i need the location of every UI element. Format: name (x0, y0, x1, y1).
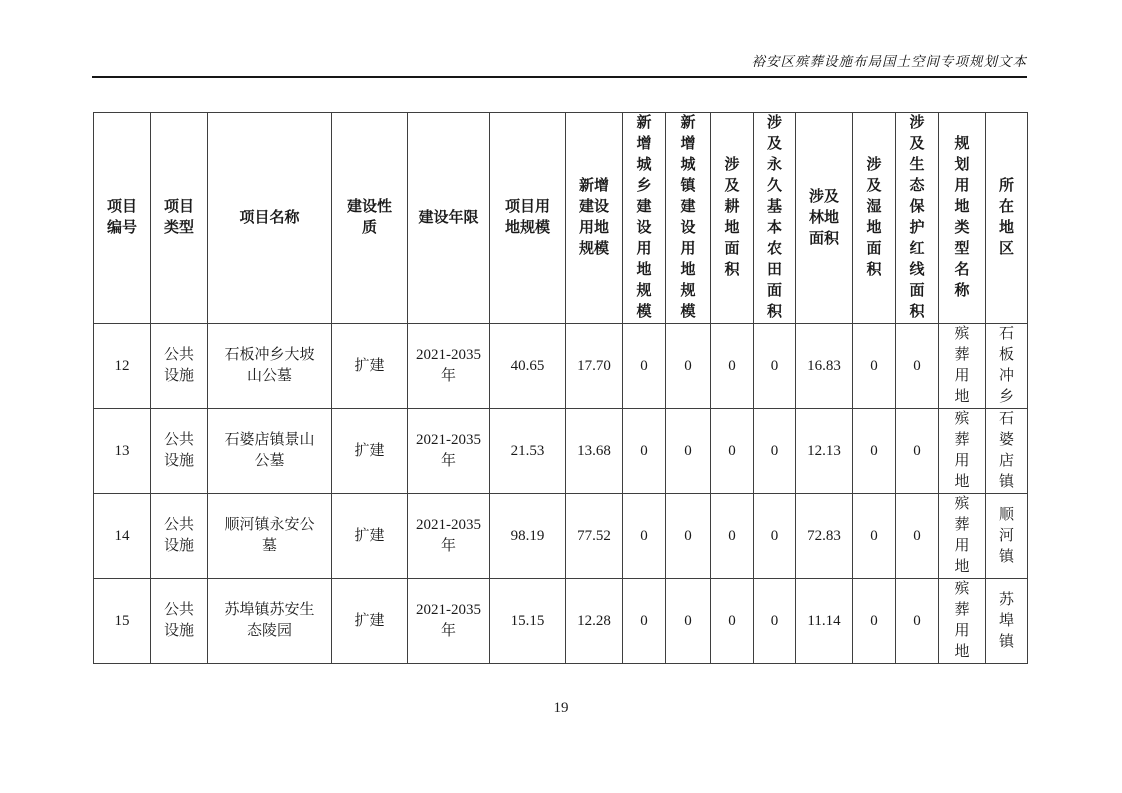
cell-project-land-scale: 40.65 (490, 324, 566, 409)
col-header-project-id (94, 113, 151, 324)
cell-text: 顺河镇 (998, 506, 1014, 565)
cell-forest-land-area: 72.83 (796, 494, 853, 579)
header-row (94, 113, 1028, 324)
cell-new-urban-rural-land-scale: 0 (623, 494, 666, 579)
cell-new-town-land-scale: 0 (666, 579, 711, 664)
cell-new-construction-land-scale: 13.68 (566, 409, 623, 494)
cell-eco-redline-area: 0 (896, 494, 939, 579)
cell-project-type (151, 579, 208, 664)
cell-wetland-area: 0 (853, 324, 896, 409)
header-text: 涉及林地面积 (808, 188, 839, 247)
col-header-project-name: 项目名称 (208, 113, 332, 324)
col-header-project-land-scale (490, 113, 566, 324)
cell-new-town-land-scale: 0 (666, 324, 711, 409)
cell-text: 2021-2035年 (416, 602, 481, 639)
header-text: 项目用地规模 (504, 199, 550, 236)
cell-location (986, 409, 1028, 494)
header-text: 规划用地类型名称 (954, 136, 970, 299)
header-text: 新增城乡建设用地规模 (636, 115, 652, 320)
cell-text: 苏埠镇 (998, 591, 1014, 650)
cell-project-id: 13 (94, 409, 151, 494)
cell-forest-land-area: 12.13 (796, 409, 853, 494)
cell-text: 石板冲乡大坡山公墓 (224, 347, 315, 384)
page-number: 19 (553, 700, 569, 716)
table-wrapper (93, 112, 1028, 664)
cell-text: 2021-2035年 (416, 517, 481, 554)
cell-location (986, 494, 1028, 579)
cell-planned-land-type (939, 324, 986, 409)
cell-cultivated-land-area: 0 (711, 324, 754, 409)
cell-project-name (208, 324, 332, 409)
cell-new-construction-land-scale: 17.70 (566, 324, 623, 409)
cell-project-name (208, 409, 332, 494)
col-header-construction-nature (332, 113, 408, 324)
cell-new-town-land-scale: 0 (666, 494, 711, 579)
header-text: 涉及湿地面积 (866, 157, 882, 278)
col-header-location (986, 113, 1028, 324)
header-text: 建设性质 (346, 199, 392, 236)
col-header-project-type (151, 113, 208, 324)
cell-location (986, 324, 1028, 409)
planning-table (93, 112, 1028, 664)
col-header-forest-land-area (796, 113, 853, 324)
cell-text: 公共设施 (163, 517, 194, 554)
cell-new-urban-rural-land-scale: 0 (623, 324, 666, 409)
cell-text: 石婆店镇景山公墓 (224, 432, 315, 469)
document-header-title: 裕安区殡葬设施布局国土空间专项规划文本 (751, 54, 1027, 69)
table-row (94, 409, 1028, 494)
cell-text: 公共设施 (163, 602, 194, 639)
cell-project-type (151, 324, 208, 409)
cell-text: 殡葬用地 (954, 411, 970, 490)
cell-text: 公共设施 (163, 432, 194, 469)
header-text: 涉及生态保护红线面积 (909, 115, 925, 320)
cell-location (986, 579, 1028, 664)
col-header-eco-redline-area (896, 113, 939, 324)
cell-cultivated-land-area: 0 (711, 494, 754, 579)
table-row (94, 494, 1028, 579)
col-header-new-urban-rural-land-scale (623, 113, 666, 324)
cell-construction-period (408, 409, 490, 494)
cell-new-town-land-scale: 0 (666, 409, 711, 494)
document-header (92, 50, 1027, 78)
cell-project-land-scale: 15.15 (490, 579, 566, 664)
cell-construction-nature: 扩建 (332, 579, 408, 664)
table-row (94, 579, 1028, 664)
cell-text: 苏埠镇苏安生态陵园 (224, 602, 315, 639)
cell-project-name (208, 579, 332, 664)
cell-project-id: 14 (94, 494, 151, 579)
col-header-wetland-area (853, 113, 896, 324)
cell-wetland-area: 0 (853, 409, 896, 494)
cell-forest-land-area: 16.83 (796, 324, 853, 409)
cell-cultivated-land-area: 0 (711, 409, 754, 494)
header-text: 所在地区 (998, 178, 1014, 257)
header-text: 涉及永久基本农田面积 (766, 115, 782, 320)
cell-construction-nature: 扩建 (332, 409, 408, 494)
cell-cultivated-land-area: 0 (711, 579, 754, 664)
cell-project-id: 12 (94, 324, 151, 409)
cell-permanent-farmland-area: 0 (754, 494, 796, 579)
cell-construction-period (408, 324, 490, 409)
cell-project-id: 15 (94, 579, 151, 664)
cell-construction-period (408, 579, 490, 664)
cell-text: 殡葬用地 (954, 496, 970, 575)
col-header-construction-period: 建设年限 (408, 113, 490, 324)
cell-forest-land-area: 11.14 (796, 579, 853, 664)
cell-text: 石婆店镇 (998, 411, 1014, 490)
cell-text: 2021-2035年 (416, 347, 481, 384)
cell-permanent-farmland-area: 0 (754, 409, 796, 494)
cell-project-land-scale: 21.53 (490, 409, 566, 494)
header-text: 新增城镇建设用地规模 (680, 115, 696, 320)
header-text: 项目编号 (106, 199, 137, 236)
col-header-new-town-land-scale (666, 113, 711, 324)
cell-planned-land-type (939, 579, 986, 664)
cell-text: 殡葬用地 (954, 581, 970, 660)
cell-text: 石板冲乡 (998, 326, 1014, 405)
cell-text: 公共设施 (163, 347, 194, 384)
col-header-new-construction-land-scale (566, 113, 623, 324)
cell-eco-redline-area: 0 (896, 409, 939, 494)
col-header-cultivated-land-area (711, 113, 754, 324)
cell-project-land-scale: 98.19 (490, 494, 566, 579)
cell-text: 顺河镇永安公墓 (224, 517, 315, 554)
cell-construction-nature: 扩建 (332, 494, 408, 579)
cell-wetland-area: 0 (853, 494, 896, 579)
cell-wetland-area: 0 (853, 579, 896, 664)
cell-planned-land-type (939, 494, 986, 579)
cell-new-urban-rural-land-scale: 0 (623, 579, 666, 664)
cell-permanent-farmland-area: 0 (754, 579, 796, 664)
cell-new-construction-land-scale: 77.52 (566, 494, 623, 579)
cell-permanent-farmland-area: 0 (754, 324, 796, 409)
col-header-permanent-farmland-area (754, 113, 796, 324)
col-header-planned-land-type (939, 113, 986, 324)
cell-construction-nature: 扩建 (332, 324, 408, 409)
cell-text: 2021-2035年 (416, 432, 481, 469)
header-text: 项目类型 (163, 199, 194, 236)
header-text: 新增建设用地规模 (578, 178, 609, 257)
cell-new-construction-land-scale: 12.28 (566, 579, 623, 664)
cell-text: 殡葬用地 (954, 326, 970, 405)
cell-eco-redline-area: 0 (896, 324, 939, 409)
cell-eco-redline-area: 0 (896, 579, 939, 664)
header-text: 涉及耕地面积 (724, 157, 740, 278)
cell-project-type (151, 409, 208, 494)
table-row (94, 324, 1028, 409)
cell-new-urban-rural-land-scale: 0 (623, 409, 666, 494)
cell-construction-period (408, 494, 490, 579)
cell-project-name (208, 494, 332, 579)
cell-planned-land-type (939, 409, 986, 494)
cell-project-type (151, 494, 208, 579)
